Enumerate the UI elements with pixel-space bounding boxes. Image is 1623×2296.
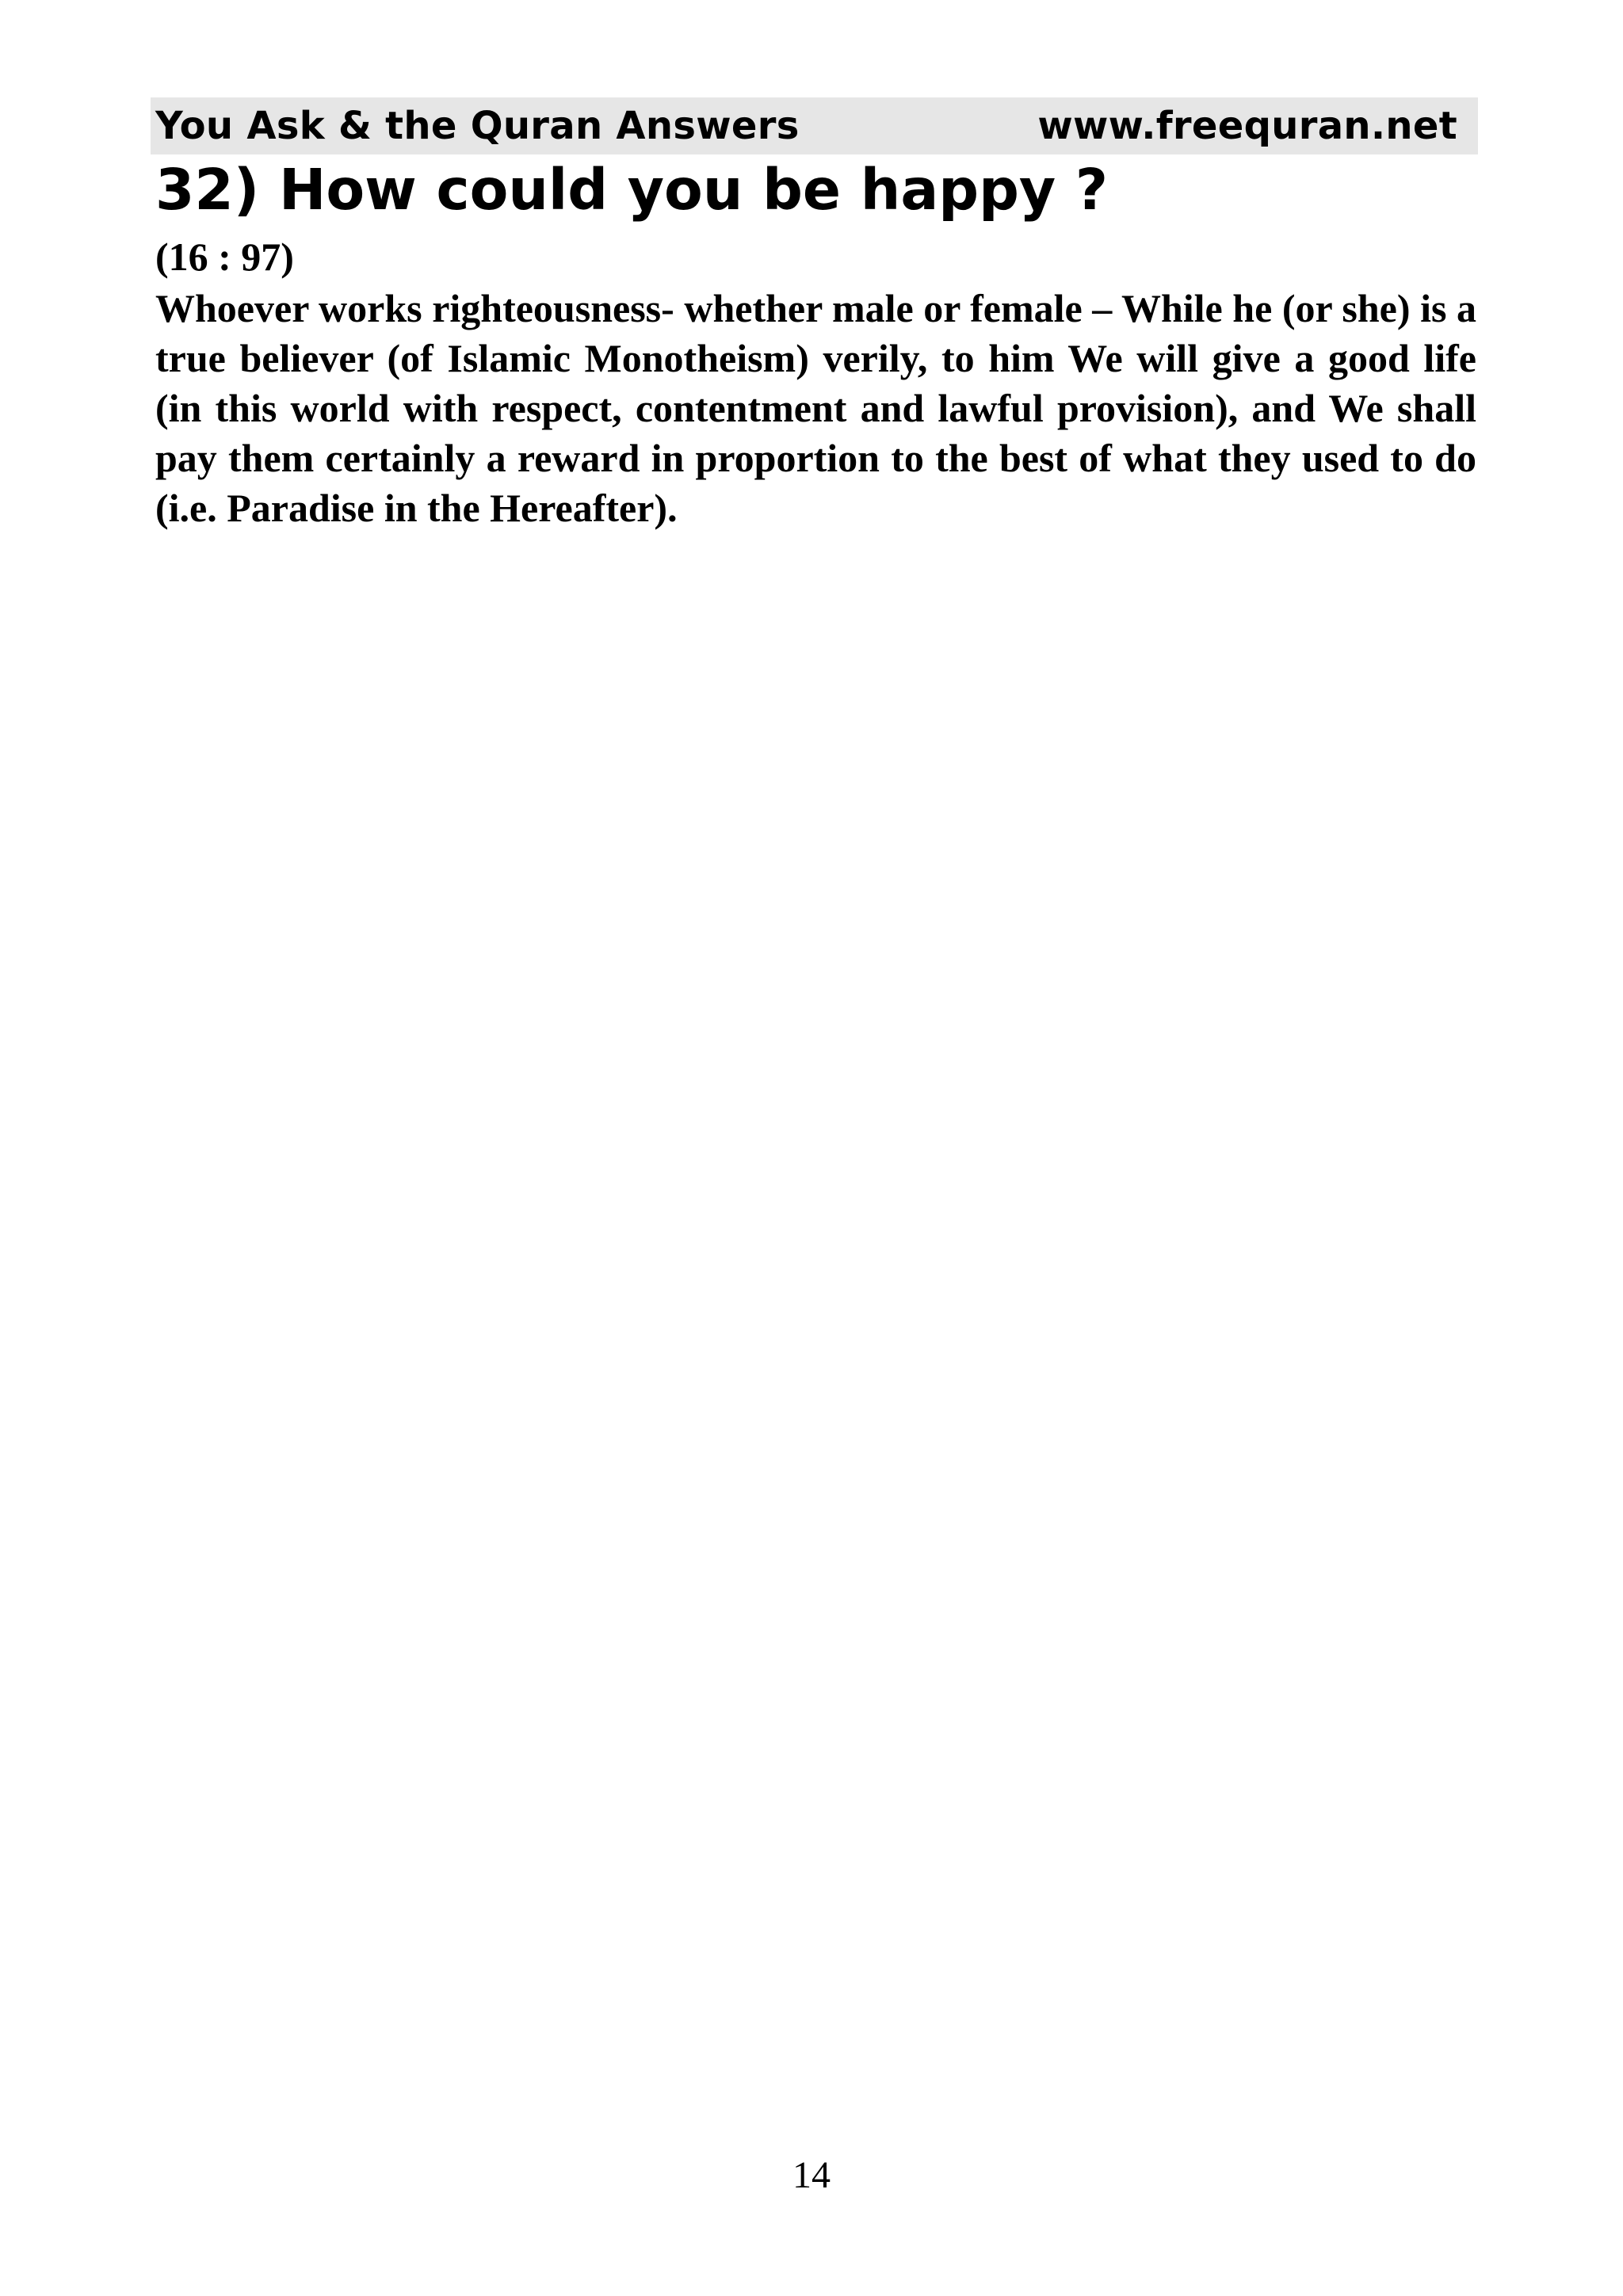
verse-text: Whoever works righteousness- whether male or female – While he (or she) is a true believer (of Islamic Monotheism) verily, to him We will give a good life (in this world with respect, contentment and lawful provision), and We shall pay them certainly a reward in proportion to the best of what they used to do (i.e. Paradise in the Hereafter). — [155, 286, 1476, 530]
question-title: 32) How could you be happy ? — [155, 157, 1109, 223]
page-number: 14 — [792, 2154, 831, 2196]
running-header — [151, 97, 1478, 154]
website-url: www.freequran.net — [1037, 104, 1457, 148]
verse-reference: (16 : 97) — [155, 235, 294, 279]
book-title: You Ask & the Quran Answers — [155, 104, 800, 148]
